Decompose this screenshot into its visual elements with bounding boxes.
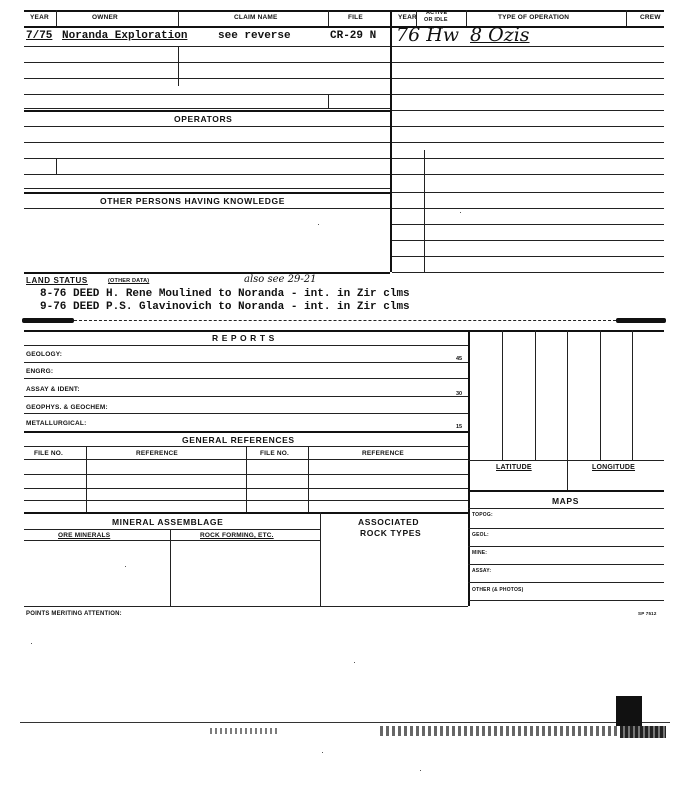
col-crew: CREW: [640, 14, 661, 21]
scan-noise-3: [620, 726, 666, 738]
land-status-heading: LAND STATUS: [26, 276, 88, 285]
reports-heading: R E P O R T S: [212, 333, 275, 343]
associated-heading-bottom: ROCK TYPES: [360, 528, 422, 538]
col-active: ACTIVE: [426, 10, 448, 16]
torn-edge-left: [22, 318, 74, 323]
report-num-45: 45: [456, 356, 463, 362]
ref-reference-2: REFERENCE: [362, 450, 404, 457]
handwritten-year: 76 Hw: [396, 24, 460, 46]
ore-minerals-label: ORE MINERALS: [58, 532, 111, 539]
other-persons-heading: OTHER PERSONS HAVING KNOWLEDGE: [100, 196, 286, 206]
report-engrg: ENGRG:: [26, 368, 54, 375]
registration-block: [616, 696, 642, 726]
report-assay: ASSAY & IDENT:: [26, 386, 80, 393]
report-geology: GEOLOGY:: [26, 351, 63, 358]
col-type-of-operation: TYPE OF OPERATION: [498, 14, 570, 21]
header-rule: [24, 26, 664, 28]
ref-reference-1: REFERENCE: [136, 450, 178, 457]
general-references-heading: GENERAL REFERENCES: [182, 435, 295, 445]
owner-file: CR-29 N: [330, 30, 377, 42]
report-geophys: GEOPHYS. & GEOCHEM:: [26, 404, 108, 411]
col-year: YEAR: [30, 14, 49, 21]
owner-claim-name: see reverse: [218, 30, 291, 42]
maps-mine: MINE:: [472, 550, 488, 556]
land-status-hand-note: also see 29-21: [244, 274, 317, 285]
handwritten-operation: 8 Ozis: [470, 24, 530, 46]
maps-heading: MAPS: [552, 496, 579, 506]
col-claim-name: CLAIM NAME: [234, 14, 278, 21]
rock-forming-label: ROCK FORMING, ETC.: [200, 532, 274, 539]
land-status-subheading: (OTHER DATA): [108, 278, 150, 284]
maps-geol: GEOL:: [472, 532, 489, 538]
col-year-2: YEAR: [398, 14, 417, 21]
torn-edge-right: [616, 318, 666, 323]
report-num-30: 30: [456, 391, 463, 397]
report-metallurgical: METALLURGICAL:: [26, 420, 87, 427]
maps-assay: ASSAY:: [472, 568, 492, 574]
land-status-entry-2: 9-76 DEED P.S. Glavinovich to Noranda - int. in Zir clms: [40, 301, 410, 313]
associated-heading-top: ASSOCIATED: [358, 517, 420, 527]
scan-noise-1: [210, 728, 280, 734]
report-num-15: 15: [456, 424, 463, 430]
bottom-fold-line: [20, 722, 670, 723]
owner-year: 7/75: [26, 30, 53, 42]
operators-heading: OPERATORS: [174, 114, 233, 124]
ref-file-no-1: FILE NO.: [34, 450, 64, 457]
mineral-assemblage-heading: MINERAL ASSEMBLAGE: [112, 517, 224, 527]
points-meriting-attention: POINTS MERITING ATTENTION:: [26, 611, 122, 617]
col-idle: OR IDLE: [424, 17, 448, 23]
ref-file-no-2: FILE NO.: [260, 450, 290, 457]
land-status-entry-1: 8-76 DEED H. Rene Moulined to Noranda - int. in Zir clms: [40, 288, 410, 300]
owner-name: Noranda Exploration: [62, 30, 188, 42]
col-file: FILE: [348, 14, 363, 21]
scan-noise-2: [380, 726, 620, 736]
form-code: SP 7512: [638, 611, 657, 616]
latitude-label: LATITUDE: [496, 464, 532, 471]
maps-other: OTHER (& PHOTOS): [472, 587, 524, 593]
longitude-label: LONGITUDE: [592, 464, 636, 471]
maps-topog: TOPOG:: [472, 512, 493, 518]
col-owner: OWNER: [92, 14, 118, 21]
top-divider: [390, 10, 392, 272]
